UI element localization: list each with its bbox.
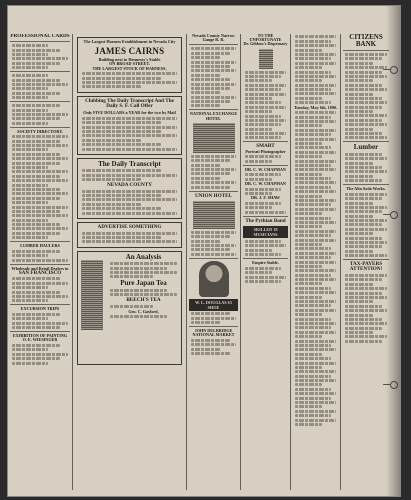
figure-illustration <box>81 260 103 330</box>
hotel-engraving <box>193 123 235 153</box>
column-rule <box>72 34 73 490</box>
hotel-heading: NATIONAL EXCHANGE HOTEL <box>189 111 238 121</box>
issue-date: Tuesday, May 6th, 1890. <box>293 104 338 110</box>
county-heading: NEVADA COUNTY <box>106 182 152 189</box>
union-hotel-engraving <box>193 201 235 229</box>
lumber-heading: Lumber <box>353 143 379 152</box>
city-heading: SAN FRANCISCO <box>18 269 62 276</box>
ad-line: THE LARGEST STOCK OF HARNESS, <box>92 65 167 71</box>
column-rule <box>240 34 241 490</box>
railroad-heading: Nevada County Narrow Gauge R. R. <box>192 34 235 43</box>
doctor-name: DR. C. W. CHAPMAN <box>245 166 286 172</box>
analysis-heading: An Analysis <box>125 252 162 261</box>
ad-title: The Largest Harness Establishment in Nevada City <box>83 39 176 44</box>
advertiser-name: JAMES CAIRNS <box>94 46 165 57</box>
ad-line: ON BROAD STREET. <box>109 61 150 67</box>
offer-line: Only FIVE DOLLARS a YEAR for the two by Mail <box>83 110 176 116</box>
portrait-illustration <box>199 261 229 297</box>
seller-name: Geo. C. Gaylord, <box>128 308 159 314</box>
section-heading: PROFESSIONAL CARDS <box>10 34 70 39</box>
newspaper-page <box>8 6 400 496</box>
column-business <box>343 34 389 490</box>
bank-heading: CITIZENS BANK <box>349 34 383 48</box>
column-advertisements <box>75 34 184 490</box>
market-heading: NATIONAL MARKET <box>192 332 235 338</box>
excursion-heading: EXCURSION TRIPS <box>20 306 60 312</box>
beech-heading: BEECH'S TEA <box>126 297 161 304</box>
column-rule <box>290 34 291 490</box>
section-heading: SOCIETY DIRECTORY. <box>17 128 63 134</box>
column-hotels <box>189 34 238 490</box>
column-professional-cards <box>10 34 70 490</box>
musicians-banner: SKILLED 18 MUSICIANS <box>243 226 288 238</box>
column-news <box>293 34 338 490</box>
delbridge-name: JOHN DELBRIDGE <box>194 327 233 333</box>
column-rule <box>340 34 341 490</box>
painter-name: O. E. WIESINGER <box>22 337 58 343</box>
taxpayers-heading: TAX-PAYERS ATTENTION! <box>349 261 383 273</box>
band-heading: The Pythian Band <box>245 217 286 224</box>
advertise-heading: ADVERTISE SOMETHING <box>97 224 162 230</box>
doctor-portrait <box>259 49 273 69</box>
shoe-ad: W. L. DOUGLAS $3 SHOE <box>189 299 238 311</box>
column-doctors <box>243 34 288 490</box>
paper-title: The Daily Transcript <box>98 159 161 168</box>
dispensary-heading: Dr. Gibbon's Dispensary <box>243 41 288 47</box>
doctor-name: DR. J. F. SHAW <box>251 195 280 201</box>
soda-works-heading: The Alta Soda Works. <box>346 186 386 192</box>
ad-line: Building next to Hennessy's Stable <box>98 57 161 63</box>
page-edge-shadow <box>386 6 400 496</box>
clubbing-offer: Clubbing The Daily Transcript And The Daily S. F. Call Offer <box>85 97 174 109</box>
notice-heading: LUMBER HAULERS <box>20 243 60 249</box>
photographer-title: Portrait Photographer <box>245 148 286 154</box>
stable-heading: Empire Stable. <box>252 260 279 266</box>
ad-heading: Wholesale and Retail Dealers in <box>11 265 69 271</box>
painting-heading: EXHIBITION OF PAINTING <box>12 333 68 339</box>
unfortunate-heading: TO THE UNFORTUNATE <box>249 34 282 43</box>
tea-heading: Pure Japan Tea <box>120 279 167 288</box>
doctor-name: DR. C. W. CHAPMAN <box>245 181 286 187</box>
union-hotel-heading: UNION HOTEL <box>194 192 233 199</box>
photographer-name: SMART <box>256 143 275 150</box>
column-rule <box>186 34 187 490</box>
